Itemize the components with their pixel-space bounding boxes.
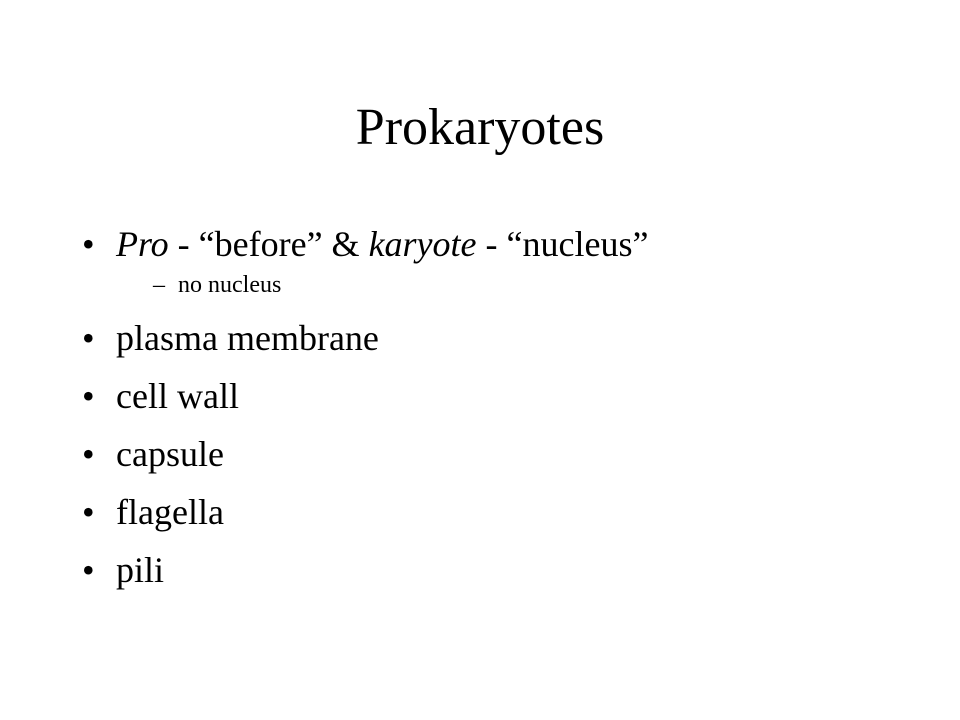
term-pro: Pro — [116, 224, 169, 264]
bullet-text: capsule — [116, 434, 224, 474]
meaning-before: - “before” & — [168, 224, 369, 264]
bullet-list — [82, 215, 922, 599]
meaning-nucleus: - “nucleus” — [476, 224, 649, 264]
bullet-item — [82, 367, 922, 425]
bullet-item — [82, 309, 922, 367]
bullet-text: plasma membrane — [116, 318, 379, 358]
bullet-text: cell wall — [116, 376, 239, 416]
bullet-item — [82, 541, 922, 599]
bullet-item-etymology — [82, 215, 922, 273]
sub-bullet-item — [82, 267, 922, 303]
slide-title: Prokaryotes — [355, 99, 605, 156]
bullet-icon: • — [82, 224, 95, 264]
term-karyote: karyote — [368, 224, 477, 264]
bullet-icon: • — [82, 318, 95, 358]
sub-bullet-text: no nucleus — [178, 272, 282, 298]
bullet-icon: • — [82, 434, 95, 474]
bullet-icon: • — [82, 550, 95, 590]
bullet-icon: • — [82, 376, 95, 416]
bullet-item — [82, 483, 922, 541]
bullet-text: pili — [116, 550, 165, 590]
bullet-icon: • — [82, 492, 95, 532]
bullet-item — [82, 425, 922, 483]
bullet-text: flagella — [116, 492, 224, 532]
dash-icon: – — [153, 272, 165, 298]
